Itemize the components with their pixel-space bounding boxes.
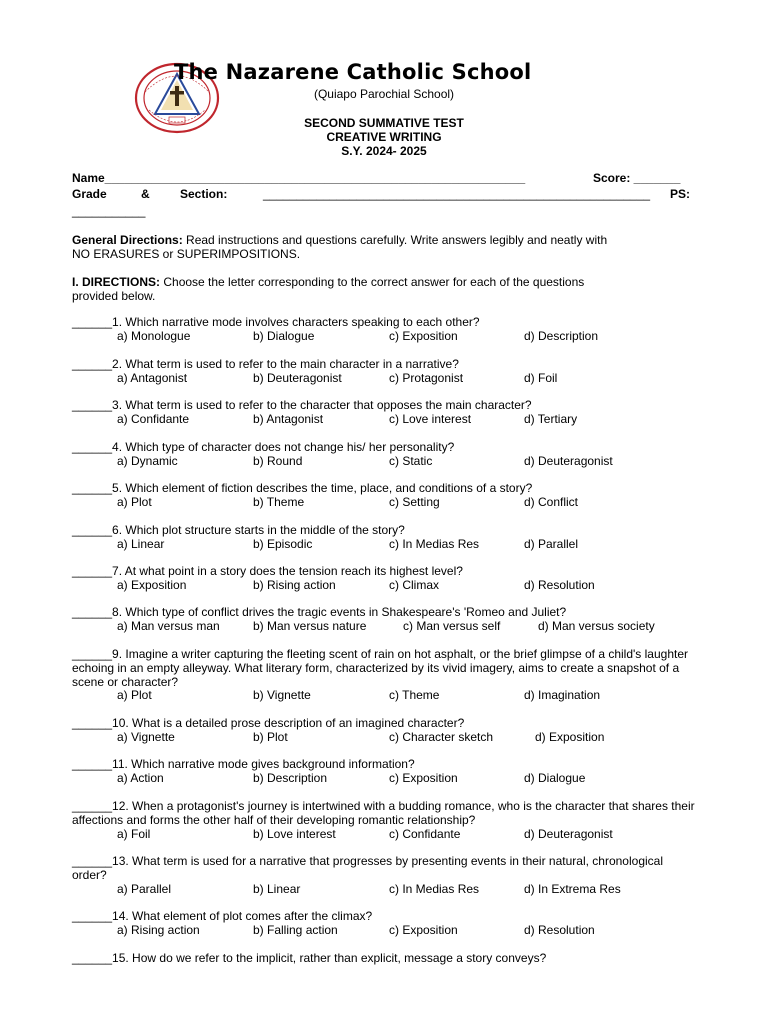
- answer-choice-d: d) Conflict: [524, 494, 579, 509]
- answer-choice-a: a) Plot: [117, 688, 152, 703]
- answer-choice-b: b) Deuteragonist: [253, 370, 342, 385]
- answer-choice-b: b) Episodic: [253, 536, 313, 551]
- answer-choice-d: d) Parallel: [524, 536, 579, 551]
- answer-choice-b: b) Falling action: [253, 922, 338, 937]
- question-9: [72, 648, 697, 703]
- choice-row: [72, 731, 697, 745]
- choice-row: [72, 772, 697, 786]
- choice-row: [72, 413, 697, 427]
- answer-choice-c: c) Confidante: [389, 826, 461, 841]
- answer-choice-c: c) Man versus self: [403, 618, 501, 633]
- question-stem: ______8. Which type of conflict drives the tragic events in Shakespeare's 'Romeo and Juliet?: [72, 605, 567, 619]
- answer-choice-b: b) Man versus nature: [253, 618, 367, 633]
- answer-choice-c: c) Static: [389, 453, 433, 468]
- choice-row: [72, 620, 697, 634]
- answer-choice-d: d) Foil: [524, 370, 558, 385]
- choice-row: [72, 828, 697, 842]
- part1-directions: [72, 275, 584, 289]
- general-directions-label: General Directions:: [72, 233, 183, 247]
- answer-choice-d: d) Resolution: [524, 922, 595, 937]
- answer-choice-c: c) Exposition: [389, 328, 458, 343]
- choice-row: [72, 883, 697, 897]
- subject-title: CREATIVE WRITING: [326, 130, 442, 144]
- answer-choice-a: a) Parallel: [117, 881, 172, 896]
- choice-row: [72, 689, 697, 703]
- answer-choice-a: a) Antagonist: [117, 370, 188, 385]
- answer-choice-a: a) Confidante: [117, 411, 190, 426]
- part1-directions-label: I. DIRECTIONS:: [72, 275, 161, 289]
- question-stem: ______10. What is a detailed prose description of an imagined character?: [72, 716, 465, 730]
- answer-choice-d: d) Exposition: [535, 729, 605, 744]
- answer-choice-b: b) Plot: [253, 729, 288, 744]
- ps-field: ___________: [72, 204, 146, 218]
- question-11: [72, 758, 697, 786]
- answer-choice-c: c) Character sketch: [389, 729, 494, 744]
- answer-choice-c: c) In Medias Res: [389, 536, 480, 551]
- answer-choice-a: a) Dynamic: [117, 453, 178, 468]
- question-stem: ______4. Which type of character does not change his/ her personality?: [72, 440, 455, 454]
- general-directions: [72, 233, 607, 247]
- question-13: [72, 855, 697, 897]
- answer-choice-a: a) Man versus man: [117, 618, 220, 633]
- grade-label: Grade: [72, 187, 107, 201]
- question-7: [72, 565, 697, 593]
- answer-choice-b: b) Theme: [253, 494, 305, 509]
- answer-choice-d: d) Tertiary: [524, 411, 578, 426]
- test-title: SECOND SUMMATIVE TEST: [304, 116, 464, 130]
- answer-choice-c: c) Protagonist: [389, 370, 464, 385]
- choice-row: [72, 455, 697, 469]
- general-directions-text: Read instructions and questions carefully. Write answers legibly and neatly with: [182, 233, 608, 247]
- school-name: The Nazarene Catholic School: [174, 60, 532, 84]
- answer-choice-d: d) In Extrema Res: [524, 881, 621, 896]
- answer-choice-a: a) Foil: [117, 826, 151, 841]
- question-6: [72, 524, 697, 552]
- choice-row: [72, 330, 697, 344]
- answer-choice-a: a) Monologue: [117, 328, 191, 343]
- choice-row: [72, 496, 697, 510]
- answer-choice-b: b) Description: [253, 770, 328, 785]
- question-2: [72, 358, 697, 386]
- answer-choice-d: d) Imagination: [524, 688, 601, 703]
- ampersand-label: &: [141, 187, 150, 201]
- section-field: __________________________________________________________: [263, 187, 651, 201]
- answer-choice-d: d) Man versus society: [538, 618, 655, 633]
- question-stem: ______5. Which element of fiction describes the time, place, and conditions of a story?: [72, 481, 533, 495]
- score-field: Score: _______: [593, 171, 681, 185]
- question-10: [72, 717, 697, 745]
- answer-choice-c: c) Love interest: [389, 411, 472, 426]
- choice-row: [72, 538, 697, 552]
- school-year: S.Y. 2024- 2025: [341, 144, 427, 158]
- answer-choice-c: c) Theme: [389, 688, 440, 703]
- answer-choice-c: c) Exposition: [389, 922, 458, 937]
- answer-choice-d: d) Resolution: [524, 577, 595, 592]
- question-stem: ______6. Which plot structure starts in the middle of the story?: [72, 523, 405, 537]
- answer-choice-d: d) Deuteragonist: [524, 453, 613, 468]
- question-12: [72, 800, 697, 842]
- section-label: Section:: [180, 187, 228, 201]
- question-stem: ______1. Which narrative mode involves characters speaking to each other?: [72, 315, 480, 329]
- question-4: [72, 441, 697, 469]
- part1-directions-text-2: provided below.: [72, 289, 156, 303]
- question-stem: ______13. What term is used for a narrative that progresses by presenting events in their natural, chronological order?: [72, 854, 663, 882]
- question-stem: ______14. What element of plot comes after the climax?: [72, 909, 373, 923]
- answer-choice-a: a) Plot: [117, 494, 152, 509]
- question-stem: ______11. Which narrative mode gives background information?: [72, 757, 415, 771]
- question-stem: ______7. At what point in a story does the tension reach its highest level?: [72, 564, 463, 578]
- question-14: [72, 910, 697, 938]
- question-stem: ______15. How do we refer to the implicit, rather than explicit, message a story conveys?: [72, 951, 547, 965]
- answer-choice-c: c) Climax: [389, 577, 439, 592]
- question-5: [72, 482, 697, 510]
- answer-choice-a: a) Action: [117, 770, 164, 785]
- question-stem: ______3. What term is used to refer to the character that opposes the main character?: [72, 398, 532, 412]
- question-15: [72, 952, 697, 966]
- answer-choice-a: a) Vignette: [117, 729, 175, 744]
- answer-choice-d: d) Deuteragonist: [524, 826, 613, 841]
- answer-choice-a: a) Linear: [117, 536, 165, 551]
- choice-row: [72, 579, 697, 593]
- answer-choice-a: a) Exposition: [117, 577, 187, 592]
- question-8: [72, 606, 697, 634]
- answer-choice-b: b) Rising action: [253, 577, 336, 592]
- answer-choice-b: b) Linear: [253, 881, 301, 896]
- question-stem: ______12. When a protagonist's journey is intertwined with a budding romance, who is the character that shares their affections and forms the other half of their developing romantic relationship?: [72, 799, 695, 827]
- ps-label: PS:: [670, 187, 691, 201]
- choice-row: [72, 372, 697, 386]
- answer-choice-c: c) Exposition: [389, 770, 458, 785]
- answer-choice-b: b) Antagonist: [253, 411, 324, 426]
- answer-choice-b: b) Love interest: [253, 826, 336, 841]
- answer-choice-b: b) Vignette: [253, 688, 311, 703]
- answer-choice-a: a) Rising action: [117, 922, 200, 937]
- question-1: [72, 316, 697, 344]
- part1-directions-text: Choose the letter corresponding to the correct answer for each of the questions: [160, 275, 585, 289]
- answer-choice-d: d) Description: [524, 328, 599, 343]
- answer-choice-b: b) Dialogue: [253, 328, 315, 343]
- answer-choice-c: c) In Medias Res: [389, 881, 480, 896]
- answer-choice-b: b) Round: [253, 453, 303, 468]
- question-stem: ______2. What term is used to refer to the main character in a narrative?: [72, 357, 459, 371]
- answer-choice-c: c) Setting: [389, 494, 440, 509]
- school-subtitle: (Quiapo Parochial School): [313, 87, 455, 101]
- question-3: [72, 399, 697, 427]
- general-directions-text-2: NO ERASURES or SUPERIMPOSITIONS.: [72, 247, 301, 261]
- name-field: Name_______________________________________________________________: [72, 171, 526, 185]
- question-stem: ______9. Imagine a writer capturing the fleeting scent of rain on hot asphalt, or the brief glimpse of a child's laughter echoing in an empty alleyway. What literary form, characterized by its vivid imagery, aims to create a snapshot of a scene or character?: [72, 647, 688, 689]
- answer-choice-d: d) Dialogue: [524, 770, 586, 785]
- choice-row: [72, 924, 697, 938]
